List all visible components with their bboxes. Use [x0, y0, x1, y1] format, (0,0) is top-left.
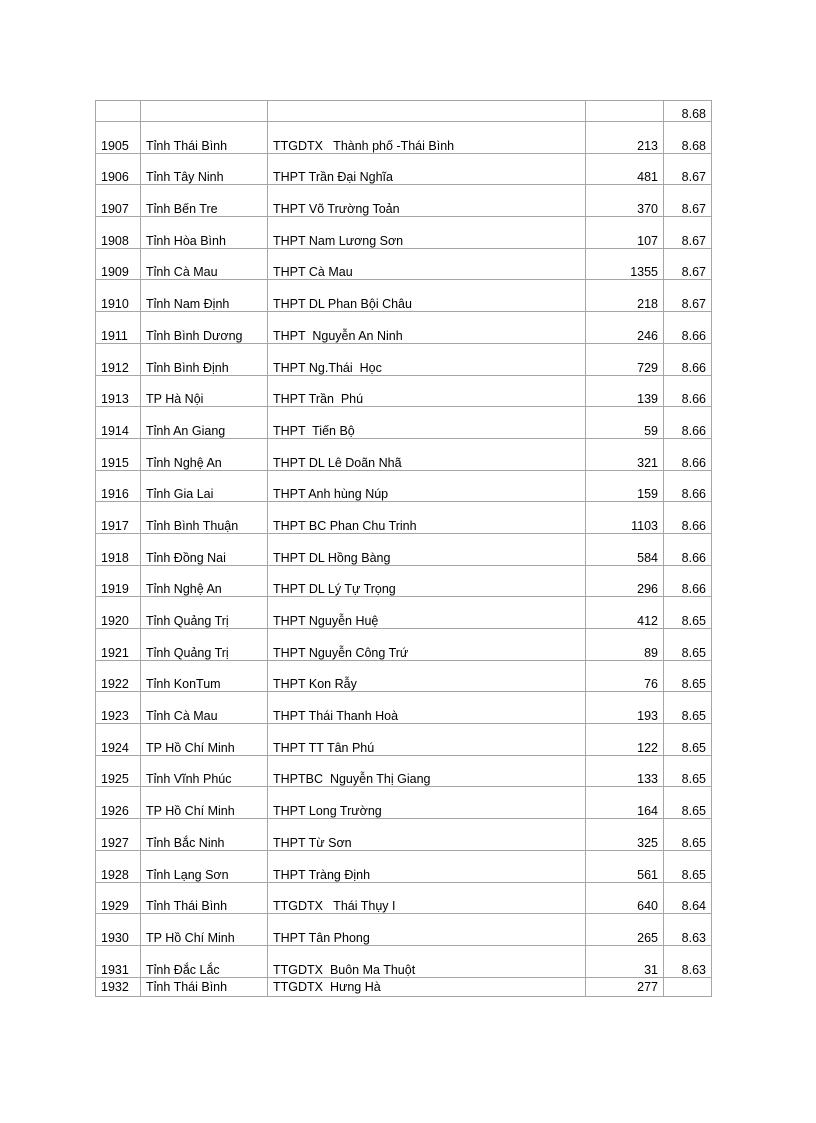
cell-stt: 1911	[96, 312, 141, 344]
cell-count: 159	[586, 470, 664, 502]
cell-province: Tỉnh KonTum	[141, 660, 268, 692]
cell-stt: 1912	[96, 343, 141, 375]
cell-count: 122	[586, 724, 664, 756]
cell-stt: 1929	[96, 882, 141, 914]
table-row	[96, 914, 712, 946]
cell-count: 412	[586, 597, 664, 629]
cell-count: 133	[586, 755, 664, 787]
cell-school: THPT Nam Lương Sơn	[268, 217, 586, 249]
cell-score: 8.66	[664, 312, 712, 344]
cell-province: Tỉnh Thái Bình	[141, 977, 268, 996]
cell-school: THPT Trần Đại Nghĩa	[268, 153, 586, 185]
table-row	[96, 597, 712, 629]
cell-stt: 1918	[96, 533, 141, 565]
cell-province: Tỉnh Thái Bình	[141, 122, 268, 154]
cell-province: Tỉnh Bến Tre	[141, 185, 268, 217]
table-row	[96, 502, 712, 534]
table-row	[96, 312, 712, 344]
cell-school: THPT Anh hùng Núp	[268, 470, 586, 502]
cell-province: Tỉnh Quảng Trị	[141, 597, 268, 629]
cell-province: Tỉnh Vĩnh Phúc	[141, 755, 268, 787]
cell-province: Tỉnh Gia Lai	[141, 470, 268, 502]
cell-province: TP Hồ Chí Minh	[141, 724, 268, 756]
table-row	[96, 724, 712, 756]
cell-stt: 1915	[96, 438, 141, 470]
table-body	[96, 101, 712, 997]
cell-province: Tỉnh Bình Thuận	[141, 502, 268, 534]
cell-score: 8.65	[664, 660, 712, 692]
cell-count: 193	[586, 692, 664, 724]
cell-stt: 1905	[96, 122, 141, 154]
table-row	[96, 280, 712, 312]
cell-count: 561	[586, 850, 664, 882]
cell-stt: 1927	[96, 819, 141, 851]
cell-school: THPT BC Phan Chu Trinh	[268, 502, 586, 534]
cell-count: 31	[586, 945, 664, 977]
cell-score	[664, 977, 712, 996]
cell-school: THPT Kon Rẫy	[268, 660, 586, 692]
cell-score: 8.66	[664, 343, 712, 375]
cell-score: 8.65	[664, 819, 712, 851]
cell-count: 89	[586, 629, 664, 661]
cell-province: Tỉnh Nghệ An	[141, 438, 268, 470]
table-row	[96, 375, 712, 407]
cell-province: TP Hồ Chí Minh	[141, 914, 268, 946]
cell-province: Tỉnh Tây Ninh	[141, 153, 268, 185]
cell-score: 8.65	[664, 692, 712, 724]
table-row	[96, 850, 712, 882]
table-row	[96, 122, 712, 154]
cell-school: THPT DL Hồng Bàng	[268, 533, 586, 565]
cell-province: Tỉnh Nam Định	[141, 280, 268, 312]
cell-province: Tỉnh Lạng Sơn	[141, 850, 268, 882]
cell-province: Tỉnh Nghệ An	[141, 565, 268, 597]
table-row	[96, 660, 712, 692]
cell-score: 8.66	[664, 533, 712, 565]
cell-school: THPT Long Trường	[268, 787, 586, 819]
table-row	[96, 407, 712, 439]
cell-score: 8.65	[664, 850, 712, 882]
cell-school: TTGDTX Hưng Hà	[268, 977, 586, 996]
cell-province: Tỉnh Hòa Bình	[141, 217, 268, 249]
table-row	[96, 945, 712, 977]
cell-score: 8.66	[664, 407, 712, 439]
cell-score: 8.67	[664, 280, 712, 312]
cell-stt: 1924	[96, 724, 141, 756]
cell-score: 8.66	[664, 375, 712, 407]
cell-province: TP Hà Nội	[141, 375, 268, 407]
cell-stt: 1913	[96, 375, 141, 407]
cell-province: Tỉnh Quảng Trị	[141, 629, 268, 661]
cell-stt: 1920	[96, 597, 141, 629]
cell-score: 8.66	[664, 502, 712, 534]
cell-school: THPT Cà Mau	[268, 248, 586, 280]
cell-count: 481	[586, 153, 664, 185]
cell-stt: 1907	[96, 185, 141, 217]
cell-school: TTGDTX Thành phố -Thái Bình	[268, 122, 586, 154]
cell-province: Tỉnh Đắc Lắc	[141, 945, 268, 977]
cell-school: THPT Tiến Bộ	[268, 407, 586, 439]
table-row	[96, 343, 712, 375]
cell-score: 8.66	[664, 438, 712, 470]
cell-score: 8.66	[664, 470, 712, 502]
cell-school: THPT Thái Thanh Hoà	[268, 692, 586, 724]
cell-score: 8.66	[664, 565, 712, 597]
table-row	[96, 470, 712, 502]
cell-stt: 1928	[96, 850, 141, 882]
cell-count: 640	[586, 882, 664, 914]
cell-stt: 1908	[96, 217, 141, 249]
table-row	[96, 153, 712, 185]
cell-stt: 1917	[96, 502, 141, 534]
cell-school: THPT DL Phan Bội Châu	[268, 280, 586, 312]
cell-school: TTGDTX Buôn Ma Thuột	[268, 945, 586, 977]
table-row	[96, 882, 712, 914]
cell-score: 8.67	[664, 217, 712, 249]
cell-score: 8.67	[664, 185, 712, 217]
cell-stt: 1930	[96, 914, 141, 946]
cell-stt: 1925	[96, 755, 141, 787]
cell-province: TP Hồ Chí Minh	[141, 787, 268, 819]
cell-province: Tỉnh Bình Định	[141, 343, 268, 375]
cell-score: 8.64	[664, 882, 712, 914]
table-row	[96, 217, 712, 249]
cell-school: THPT Nguyễn An Ninh	[268, 312, 586, 344]
cell-score: 8.68	[664, 101, 712, 122]
table-row	[96, 977, 712, 996]
table-row	[96, 787, 712, 819]
cell-school: THPT Từ Sơn	[268, 819, 586, 851]
cell-score: 8.65	[664, 597, 712, 629]
cell-count: 107	[586, 217, 664, 249]
cell-stt: 1919	[96, 565, 141, 597]
cell-count: 370	[586, 185, 664, 217]
cell-count: 59	[586, 407, 664, 439]
table-row	[96, 692, 712, 724]
cell-stt: 1921	[96, 629, 141, 661]
cell-stt	[96, 101, 141, 122]
table-row	[96, 533, 712, 565]
cell-count: 76	[586, 660, 664, 692]
cell-score: 8.65	[664, 724, 712, 756]
table-row	[96, 629, 712, 661]
cell-school: THPT Võ Trường Toản	[268, 185, 586, 217]
cell-count: 1103	[586, 502, 664, 534]
cell-stt: 1914	[96, 407, 141, 439]
cell-count: 584	[586, 533, 664, 565]
cell-stt: 1923	[96, 692, 141, 724]
cell-count: 1355	[586, 248, 664, 280]
cell-school: THPTBC Nguyễn Thị Giang	[268, 755, 586, 787]
cell-stt: 1932	[96, 977, 141, 996]
cell-school: THPT Trần Phú	[268, 375, 586, 407]
table-row	[96, 248, 712, 280]
cell-count: 246	[586, 312, 664, 344]
cell-province	[141, 101, 268, 122]
table-row	[96, 101, 712, 122]
cell-score: 8.68	[664, 122, 712, 154]
cell-province: Tỉnh Bình Dương	[141, 312, 268, 344]
cell-score: 8.63	[664, 945, 712, 977]
table-row	[96, 755, 712, 787]
cell-school: THPT DL Lý Tự Trọng	[268, 565, 586, 597]
cell-count	[586, 101, 664, 122]
cell-score: 8.65	[664, 787, 712, 819]
cell-stt: 1910	[96, 280, 141, 312]
school-score-table	[95, 100, 712, 997]
cell-stt: 1931	[96, 945, 141, 977]
cell-school: THPT Nguyễn Công Trứ	[268, 629, 586, 661]
cell-count: 277	[586, 977, 664, 996]
cell-count: 213	[586, 122, 664, 154]
cell-province: Tỉnh Cà Mau	[141, 248, 268, 280]
table-row	[96, 438, 712, 470]
cell-count: 164	[586, 787, 664, 819]
cell-school: THPT Nguyễn Huệ	[268, 597, 586, 629]
cell-school: THPT Tân Phong	[268, 914, 586, 946]
cell-school	[268, 101, 586, 122]
cell-score: 8.65	[664, 629, 712, 661]
cell-school: THPT Tràng Định	[268, 850, 586, 882]
cell-score: 8.67	[664, 153, 712, 185]
cell-count: 296	[586, 565, 664, 597]
cell-count: 139	[586, 375, 664, 407]
cell-score: 8.63	[664, 914, 712, 946]
cell-province: Tỉnh An Giang	[141, 407, 268, 439]
cell-count: 729	[586, 343, 664, 375]
cell-school: THPT DL Lê Doãn Nhã	[268, 438, 586, 470]
cell-count: 321	[586, 438, 664, 470]
cell-province: Tỉnh Cà Mau	[141, 692, 268, 724]
cell-province: Tỉnh Bắc Ninh	[141, 819, 268, 851]
table-row	[96, 819, 712, 851]
cell-stt: 1909	[96, 248, 141, 280]
table-row	[96, 565, 712, 597]
cell-school: THPT TT Tân Phú	[268, 724, 586, 756]
table-row	[96, 185, 712, 217]
cell-province: Tỉnh Thái Bình	[141, 882, 268, 914]
cell-province: Tỉnh Đồng Nai	[141, 533, 268, 565]
cell-stt: 1922	[96, 660, 141, 692]
cell-score: 8.67	[664, 248, 712, 280]
cell-stt: 1926	[96, 787, 141, 819]
cell-stt: 1916	[96, 470, 141, 502]
cell-count: 325	[586, 819, 664, 851]
cell-school: TTGDTX Thái Thụy I	[268, 882, 586, 914]
cell-count: 265	[586, 914, 664, 946]
cell-count: 218	[586, 280, 664, 312]
spreadsheet-page	[95, 100, 711, 997]
cell-school: THPT Ng.Thái Học	[268, 343, 586, 375]
cell-score: 8.65	[664, 755, 712, 787]
cell-stt: 1906	[96, 153, 141, 185]
